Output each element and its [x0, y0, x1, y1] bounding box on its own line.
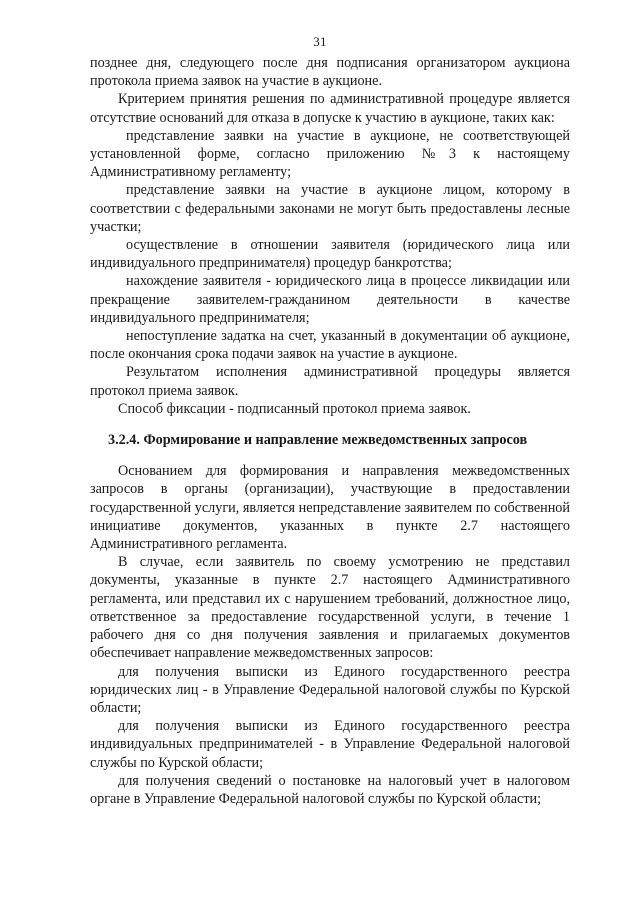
spacer — [90, 418, 570, 431]
list-item: осуществление в отношении заявителя (юридического лица или индивидуального предпринимателя) процедур банкротства; — [90, 237, 570, 272]
paragraph: позднее дня, следующего после дня подписания организатором аукциона протокола приема заявок на участие в аукционе. — [90, 55, 570, 90]
list-item: для получения выписки из Единого государственного реестра юридических лиц - в Управление Федеральной налоговой службы по Курской области; — [90, 663, 570, 716]
paragraph: Способ фиксации - подписанный протокол приема заявок. — [118, 400, 471, 417]
list-item: для получения сведений о постановке на налоговый учет в налоговом органе в Управление Федеральной налоговой службы по Курской области; — [90, 772, 570, 807]
document-body — [90, 54, 570, 808]
paragraph: В случае, если заявитель по своему усмотрению не представил документы, указанные в пункте 2.7 настоящего Административного регламента, или представил их с нарушением требований, должностное лицо, ответственное за предоставление государственной услуги, в течение 1 рабочего дня со дня получения заявления и прилагаемых документов обеспечивает направление межведомственных запросов: — [90, 554, 570, 662]
list-item: для получения выписки из Единого государственного реестра индивидуальных предпринимателей - в Управление Федеральной налоговой службы по Курской области; — [90, 718, 570, 771]
list-item: нахождение заявителя - юридического лица в процессе ликвидации или прекращение заявителем-гражданином деятельности в качестве индивидуального предпринимателя; — [90, 273, 570, 326]
spacer — [90, 449, 570, 462]
list-item: непоступление задатка на счет, указанный в документации об аукционе, после окончания срока подачи заявок на участие в аукционе. — [90, 328, 570, 363]
list-item: представление заявки на участие в аукционе, не соответствующей установленной форме, согласно приложению №3 к настоящему Административному регламенту; — [90, 127, 570, 181]
page-number: 31 — [313, 34, 327, 49]
paragraph: Критерием принятия решения по административной процедуре является отсутствие оснований для отказа в допуске к участию в аукционе, таких как: — [90, 91, 570, 126]
paragraph: Результатом исполнения административной процедуры является протокол приема заявок. — [90, 364, 570, 399]
list-item: представление заявки на участие в аукционе лицом, которому в соответствии с федеральными законами не могут быть предоставлены лесные участки; — [90, 182, 570, 235]
section-heading: 3.2.4. Формирование и направление межведомственных запросов — [108, 432, 528, 449]
paragraph: Основанием для формирования и направления межведомственных запросов в органы (организации), участвующие в предоставлении государственной услуги, является непредставление заявителем по собственной инициативе документов, указанных в пункте 2.7 настоящего Административного регламента. — [90, 463, 570, 553]
